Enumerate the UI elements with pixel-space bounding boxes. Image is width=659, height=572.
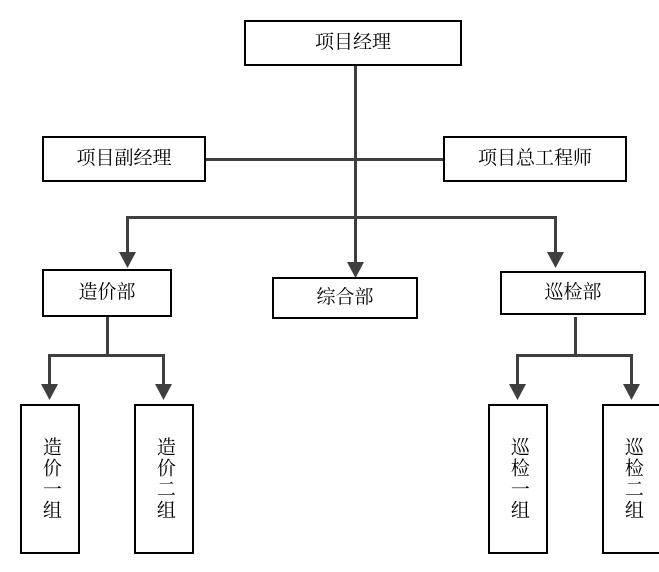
connector-cost-stem — [106, 317, 109, 356]
node-inspection-team-2[interactable] — [602, 404, 659, 554]
connector-inspect1-drop — [516, 354, 519, 392]
connector-level2-right-drop — [554, 216, 557, 260]
node-label: 综合部 — [316, 287, 374, 309]
node-chief-engineer[interactable] — [443, 136, 627, 182]
node-label: 造价一组 — [39, 437, 61, 521]
node-project-manager[interactable] — [244, 20, 462, 66]
node-label: 项目经理 — [314, 32, 391, 54]
connector-pm-trunk — [354, 66, 357, 219]
node-label: 项目副经理 — [76, 148, 172, 170]
node-general-department[interactable] — [272, 277, 418, 319]
node-label: 项目总工程师 — [477, 148, 592, 170]
node-label: 巡检一组 — [507, 437, 529, 521]
connector-level2-left-drop — [126, 216, 129, 260]
connector-cost1-drop — [48, 354, 51, 392]
connector-cost2-drop — [162, 354, 165, 392]
node-deputy-project-manager[interactable] — [42, 136, 206, 182]
node-cost-department[interactable] — [42, 269, 172, 317]
connector-inspect2-drop — [630, 354, 633, 392]
connector-inspect-stem — [574, 317, 577, 356]
node-label: 造价部 — [78, 282, 136, 304]
node-inspection-team-1[interactable] — [488, 404, 548, 554]
node-cost-team-2[interactable] — [134, 404, 194, 554]
connector-level2-bar — [126, 216, 557, 219]
connector-level2-center-drop — [354, 216, 357, 270]
connector-level1-bar — [205, 158, 444, 161]
node-label: 巡检部 — [544, 282, 602, 304]
node-label: 造价二组 — [153, 437, 175, 521]
connector-inspect-bar — [516, 354, 633, 357]
connector-cost-bar — [48, 354, 165, 357]
node-inspection-department[interactable] — [500, 271, 646, 315]
node-label: 巡检二组 — [621, 437, 643, 521]
node-cost-team-1[interactable] — [20, 404, 80, 554]
